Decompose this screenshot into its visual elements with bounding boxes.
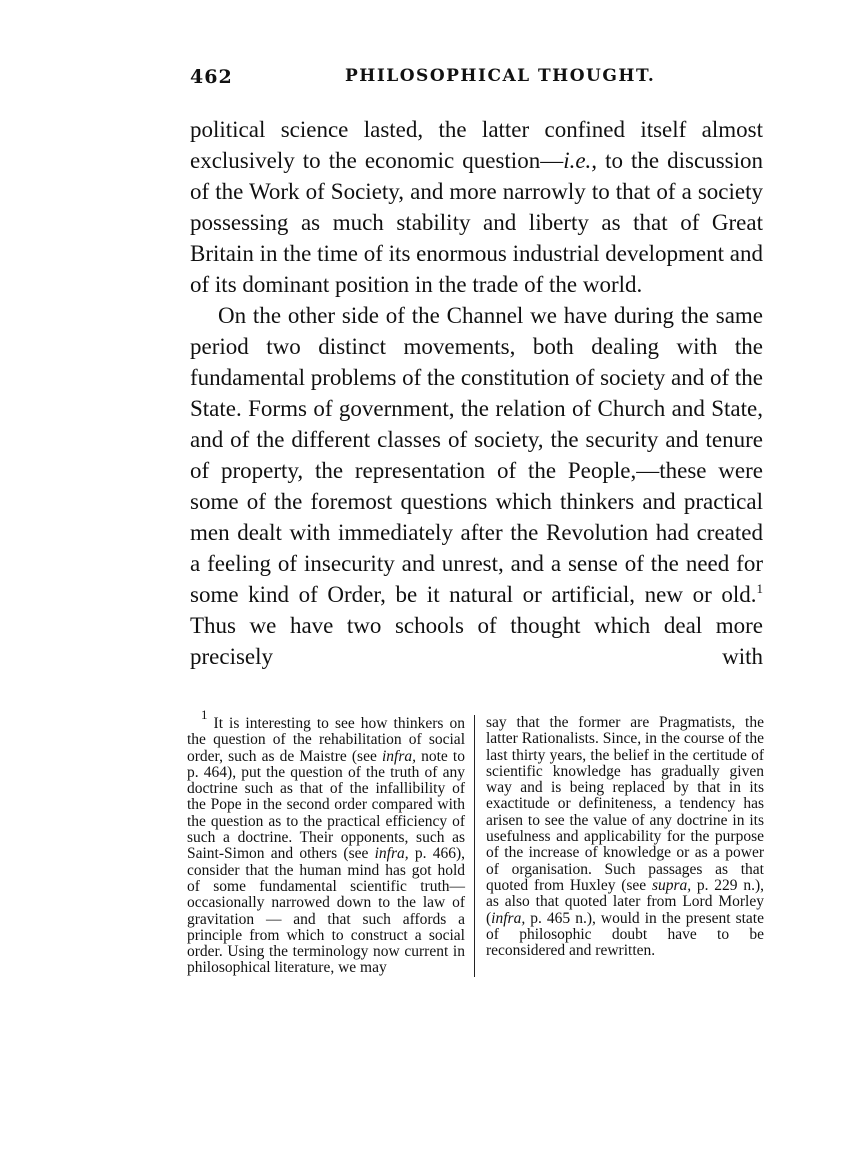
footnote-right-b: p. 229 n.), as also that quoted later from Lord Morley (	[486, 876, 764, 927]
page-number: 462	[190, 66, 233, 88]
ie-abbrev: i.e.,	[563, 148, 598, 173]
main-text	[190, 114, 763, 672]
footnote-column-right	[475, 715, 764, 977]
footnote-marker: 1	[201, 707, 208, 722]
footnote-ref: 1	[756, 581, 763, 596]
paragraph-2	[190, 300, 763, 672]
paragraph-1	[190, 114, 763, 300]
running-title: PHILOSOPHICAL THOUGHT.	[345, 66, 656, 86]
footnote-supra: supra,	[651, 876, 692, 894]
footnotes	[187, 707, 765, 977]
footnote-left-a: It is interesting to see how thinkers on the question of the rehabilitation of social order, such as de Maistre (see	[187, 715, 465, 765]
paragraph-2-text: On the other side of the Channel we have during the same period two distinct movements, both dealing with the fundamental problems of the constitution of society and of the State. Forms of government, the relation of Church and State, and of the different classes of society, the security and tenure of property, the representation of the People,—these were some of the foremost questions which thinkers and practical men dealt with immediately after the Revolution had created a feeling of insecurity and unrest, and a sense of the need for some kind of Order, be it natural or artificial, new or old.	[190, 303, 763, 607]
footnote-right-a: say that the former are Pragmatists, the latter Rationalists. Since, in the course of the last thirty years, the belief in the certitude of scientific knowledge has gradually given way and is being replaced by that in its exactitude or definiteness, a tendency has arisen to see the value of any doctrine in its usefulness and applicability for the purpose of the increase of knowledge or as a power of organisation. Such passages as that quoted from Huxley (see	[486, 714, 764, 894]
footnote-column-left	[187, 707, 475, 977]
footnote-infra-3: infra,	[491, 909, 526, 927]
footnote-right-text	[486, 715, 764, 959]
footnote-left-b: note to p. 464), put the question of the truth of any doctrine such as that of the infallibility of the Pope in the second order compared with the question as to the practical efficiency of such a doctrine. Their opponents, such as Saint-Simon and others (see	[187, 747, 465, 863]
footnote-infra-1: infra,	[381, 747, 416, 765]
paragraph-1-rest: to the discussion of the Work of Society, and more narrowly to that of a society possessing as much stability and liberty as that of Great Britain in the time of its enormous industrial development and of its dominant position in the trade of the world.	[190, 148, 763, 297]
footnote-infra-2: infra,	[374, 845, 409, 863]
paragraph-1-text: political science lasted, the latter confined itself almost exclusively to the economic question—	[190, 117, 763, 173]
footnote-right-c: p. 465 n.), would in the present state of philosophic doubt have to be reconsidered and rewritten.	[486, 909, 764, 960]
footnote-left-text	[187, 707, 465, 977]
paragraph-2-rest: Thus we have two schools of thought which deal more precisely with	[190, 613, 763, 669]
footnote-left-c: p. 466), consider that the human mind has got hold of some fundamental scientific truth—occasionally narrowed down to the law of gravitation — and that such affords a principle from which to construct a social order. Using the terminology now current in philosophical literature, we may	[187, 845, 465, 977]
